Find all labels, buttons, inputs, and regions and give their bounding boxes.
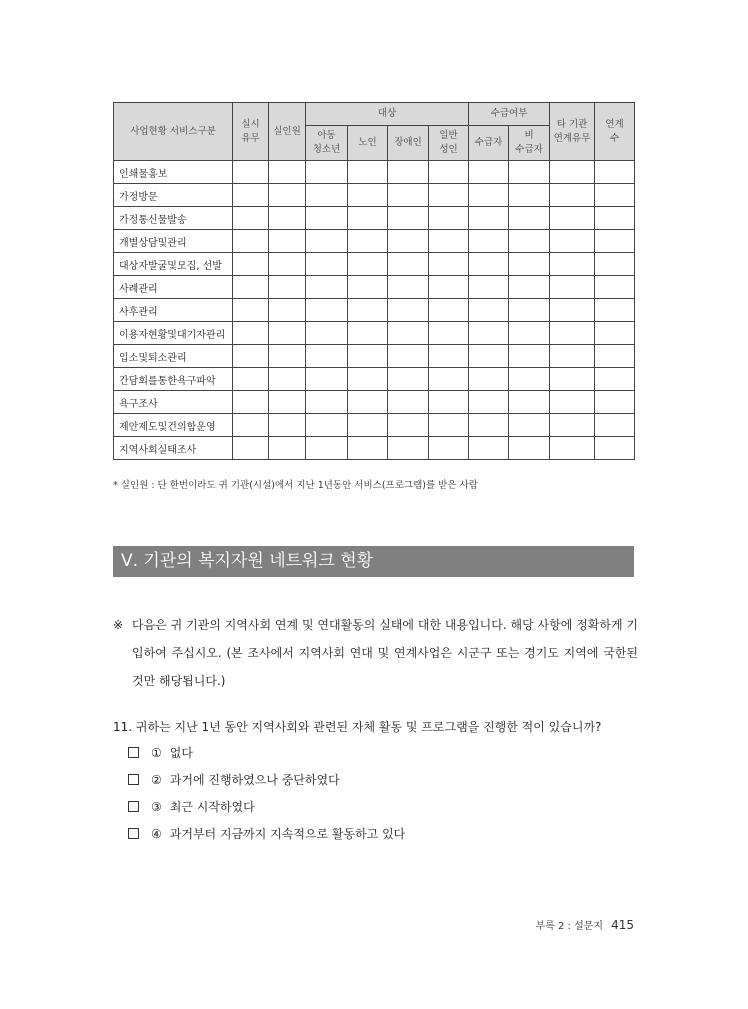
answer-cell[interactable] xyxy=(469,414,509,437)
answer-cell[interactable] xyxy=(306,368,348,391)
answer-cell[interactable] xyxy=(469,345,509,368)
header-other-link: 타 기관 연계유무 xyxy=(550,103,595,161)
answer-cell[interactable] xyxy=(306,414,348,437)
answer-options xyxy=(128,744,405,852)
answer-cell[interactable] xyxy=(595,368,635,391)
answer-cell[interactable] xyxy=(348,322,388,345)
answer-cell[interactable] xyxy=(388,299,429,322)
row-label: 제안제도및건의함운영 xyxy=(114,414,233,437)
header-target-adult: 일반 성인 xyxy=(429,126,469,161)
answer-cell[interactable] xyxy=(509,391,550,414)
table-row xyxy=(114,437,635,460)
answer-cell[interactable] xyxy=(469,391,509,414)
answer-cell[interactable] xyxy=(429,345,469,368)
answer-cell[interactable] xyxy=(233,414,269,437)
table-row xyxy=(114,184,635,207)
answer-cell[interactable] xyxy=(509,253,550,276)
answer-cell[interactable] xyxy=(509,230,550,253)
answer-cell[interactable] xyxy=(348,391,388,414)
row-label: 욕구조사 xyxy=(114,391,233,414)
answer-cell[interactable] xyxy=(388,207,429,230)
option-1[interactable] xyxy=(128,744,405,771)
appendix-label: 부록 2 : 설문지 xyxy=(535,921,604,932)
answer-cell[interactable] xyxy=(469,322,509,345)
answer-cell[interactable] xyxy=(269,368,306,391)
header-target-children: 아동 청소년 xyxy=(306,126,348,161)
row-label: 가정방문 xyxy=(114,184,233,207)
answer-cell[interactable] xyxy=(348,299,388,322)
answer-cell[interactable] xyxy=(595,437,635,460)
answer-cell[interactable] xyxy=(388,368,429,391)
option-3[interactable] xyxy=(128,798,405,825)
header-benefit-yes: 수급자 xyxy=(469,126,509,161)
option-label: 최근 시작하였다 xyxy=(169,800,255,814)
answer-cell[interactable] xyxy=(388,161,429,184)
answer-cell[interactable] xyxy=(306,299,348,322)
row-label: 인쇄물홍보 xyxy=(114,161,233,184)
answer-cell[interactable] xyxy=(269,161,306,184)
table-row xyxy=(114,299,635,322)
answer-cell[interactable] xyxy=(509,414,550,437)
answer-cell[interactable] xyxy=(509,161,550,184)
answer-cell[interactable] xyxy=(509,184,550,207)
answer-cell[interactable] xyxy=(550,414,595,437)
answer-cell[interactable] xyxy=(469,207,509,230)
answer-cell[interactable] xyxy=(233,322,269,345)
table-row xyxy=(114,230,635,253)
answer-cell[interactable] xyxy=(348,161,388,184)
checkbox-icon[interactable] xyxy=(128,828,139,839)
row-label: 지역사회실태조사 xyxy=(114,437,233,460)
row-label: 이용자현황및대기자관리 xyxy=(114,322,233,345)
answer-cell[interactable] xyxy=(550,437,595,460)
answer-cell[interactable] xyxy=(233,230,269,253)
answer-cell[interactable] xyxy=(595,161,635,184)
row-label: 입소및퇴소관리 xyxy=(114,345,233,368)
answer-cell[interactable] xyxy=(269,299,306,322)
answer-cell[interactable] xyxy=(388,391,429,414)
answer-cell[interactable] xyxy=(306,184,348,207)
answer-cell[interactable] xyxy=(269,184,306,207)
answer-cell[interactable] xyxy=(306,391,348,414)
table-body xyxy=(114,161,635,460)
answer-cell[interactable] xyxy=(306,276,348,299)
answer-cell[interactable] xyxy=(348,368,388,391)
answer-cell[interactable] xyxy=(550,299,595,322)
answer-cell[interactable] xyxy=(550,230,595,253)
answer-cell[interactable] xyxy=(595,184,635,207)
answer-cell[interactable] xyxy=(429,230,469,253)
answer-cell[interactable] xyxy=(550,253,595,276)
option-4[interactable] xyxy=(128,825,405,852)
table-row xyxy=(114,322,635,345)
answer-cell[interactable] xyxy=(469,184,509,207)
checkbox-icon[interactable] xyxy=(128,774,139,785)
answer-cell[interactable] xyxy=(306,207,348,230)
answer-cell[interactable] xyxy=(469,253,509,276)
row-label: 개별상담및관리 xyxy=(114,230,233,253)
answer-cell[interactable] xyxy=(429,414,469,437)
answer-cell[interactable] xyxy=(233,161,269,184)
answer-cell[interactable] xyxy=(595,299,635,322)
answer-cell[interactable] xyxy=(429,276,469,299)
answer-cell[interactable] xyxy=(469,276,509,299)
answer-cell[interactable] xyxy=(306,230,348,253)
answer-cell[interactable] xyxy=(550,184,595,207)
answer-cell[interactable] xyxy=(348,184,388,207)
row-label: 간담회를통한욕구파악 xyxy=(114,368,233,391)
answer-cell[interactable] xyxy=(388,322,429,345)
option-number: ④ xyxy=(151,827,162,841)
answer-cell[interactable] xyxy=(469,161,509,184)
answer-cell[interactable] xyxy=(388,437,429,460)
answer-cell[interactable] xyxy=(306,161,348,184)
answer-cell[interactable] xyxy=(388,253,429,276)
row-label: 대상자발굴및모집, 선발 xyxy=(114,253,233,276)
answer-cell[interactable] xyxy=(469,437,509,460)
table-row xyxy=(114,276,635,299)
answer-cell[interactable] xyxy=(269,437,306,460)
answer-cell[interactable] xyxy=(269,414,306,437)
answer-cell[interactable] xyxy=(388,414,429,437)
answer-cell[interactable] xyxy=(429,207,469,230)
answer-cell[interactable] xyxy=(233,391,269,414)
answer-cell[interactable] xyxy=(348,230,388,253)
answer-cell[interactable] xyxy=(233,184,269,207)
header-conducted: 실시 유무 xyxy=(233,103,269,161)
notice-text: 다음은 귀 기관의 지역사회 연계 및 연대활동의 실태에 대한 내용입니다. 해당 사항에 정확하게 기입하여 주십시오. (본 조사에서 지역사회 연대 및 연계사업은 시군구 또는 경기도 지역에 국한된 것만 해당됩니다.) xyxy=(132,618,638,688)
answer-cell[interactable] xyxy=(306,253,348,276)
answer-cell[interactable] xyxy=(429,161,469,184)
answer-cell[interactable] xyxy=(233,299,269,322)
checkbox-icon[interactable] xyxy=(128,747,139,758)
answer-cell[interactable] xyxy=(269,253,306,276)
answer-cell[interactable] xyxy=(233,207,269,230)
answer-cell[interactable] xyxy=(550,161,595,184)
header-benefit: 수급여부 xyxy=(469,103,550,126)
table-row xyxy=(114,391,635,414)
answer-cell[interactable] xyxy=(469,299,509,322)
answer-cell[interactable] xyxy=(509,299,550,322)
answer-cell[interactable] xyxy=(595,322,635,345)
answer-cell[interactable] xyxy=(348,437,388,460)
answer-cell[interactable] xyxy=(429,253,469,276)
answer-cell[interactable] xyxy=(469,230,509,253)
answer-cell[interactable] xyxy=(429,368,469,391)
answer-cell[interactable] xyxy=(348,414,388,437)
answer-cell[interactable] xyxy=(509,207,550,230)
header-persons: 실인원 xyxy=(269,103,306,161)
header-target: 대상 xyxy=(306,103,469,126)
service-status-table xyxy=(113,102,635,460)
option-label: 과거에 진행하였으나 중단하였다 xyxy=(169,773,340,787)
answer-cell[interactable] xyxy=(509,322,550,345)
answer-cell[interactable] xyxy=(509,345,550,368)
table-row xyxy=(114,161,635,184)
answer-cell[interactable] xyxy=(269,230,306,253)
answer-cell[interactable] xyxy=(348,207,388,230)
answer-cell[interactable] xyxy=(306,437,348,460)
answer-cell[interactable] xyxy=(595,253,635,276)
header-benefit-no: 비 수급자 xyxy=(509,126,550,161)
answer-cell[interactable] xyxy=(306,322,348,345)
answer-cell[interactable] xyxy=(269,345,306,368)
answer-cell[interactable] xyxy=(550,345,595,368)
answer-cell[interactable] xyxy=(233,253,269,276)
answer-cell[interactable] xyxy=(595,391,635,414)
row-label: 가정통신물발송 xyxy=(114,207,233,230)
answer-cell[interactable] xyxy=(388,230,429,253)
answer-cell[interactable] xyxy=(550,368,595,391)
table-row xyxy=(114,207,635,230)
answer-cell[interactable] xyxy=(509,437,550,460)
header-service-type: 사업현황 서비스구분 xyxy=(114,103,233,161)
answer-cell[interactable] xyxy=(595,207,635,230)
answer-cell[interactable] xyxy=(469,368,509,391)
answer-cell[interactable] xyxy=(306,345,348,368)
option-2[interactable] xyxy=(128,771,405,798)
section-title: Ⅴ. 기관의 복지자원 네트워크 현황 xyxy=(113,546,634,577)
table-row xyxy=(114,253,635,276)
answer-cell[interactable] xyxy=(388,276,429,299)
answer-cell[interactable] xyxy=(429,299,469,322)
option-number: ① xyxy=(151,746,162,760)
answer-cell[interactable] xyxy=(233,276,269,299)
option-label: 없다 xyxy=(169,746,193,760)
page-footer xyxy=(536,917,634,932)
header-target-disabled: 장애인 xyxy=(388,126,429,161)
answer-cell[interactable] xyxy=(233,368,269,391)
row-label: 사례관리 xyxy=(114,276,233,299)
answer-cell[interactable] xyxy=(509,368,550,391)
answer-cell[interactable] xyxy=(269,207,306,230)
table-row xyxy=(114,414,635,437)
page-number: 415 xyxy=(611,918,634,932)
table-footnote: * 실인원 : 단 한번이라도 귀 기관(시설)에서 지난 1년동안 서비스(프로그램)를 받은 사람 xyxy=(113,480,478,491)
answer-cell[interactable] xyxy=(595,276,635,299)
question-11: 11. 귀하는 지난 1년 동안 지역사회와 관련된 자체 활동 및 프로그램을 진행한 적이 있습니까? xyxy=(113,720,602,734)
answer-cell[interactable] xyxy=(550,207,595,230)
answer-cell[interactable] xyxy=(348,276,388,299)
answer-cell[interactable] xyxy=(348,253,388,276)
answer-cell[interactable] xyxy=(429,437,469,460)
answer-cell[interactable] xyxy=(388,345,429,368)
option-number: ② xyxy=(151,773,162,787)
header-link-count: 연계 수 xyxy=(595,103,635,161)
answer-cell[interactable] xyxy=(429,322,469,345)
row-label: 사후관리 xyxy=(114,299,233,322)
answer-cell[interactable] xyxy=(550,391,595,414)
reference-mark: ※ xyxy=(113,618,124,632)
answer-cell[interactable] xyxy=(429,391,469,414)
survey-notice xyxy=(113,611,638,695)
answer-cell[interactable] xyxy=(595,414,635,437)
answer-cell[interactable] xyxy=(550,322,595,345)
option-label: 과거부터 지금까지 지속적으로 활동하고 있다 xyxy=(169,827,406,841)
answer-cell[interactable] xyxy=(595,345,635,368)
checkbox-icon[interactable] xyxy=(128,801,139,812)
answer-cell[interactable] xyxy=(269,391,306,414)
answer-cell[interactable] xyxy=(509,276,550,299)
answer-cell[interactable] xyxy=(233,345,269,368)
answer-cell[interactable] xyxy=(269,322,306,345)
answer-cell[interactable] xyxy=(233,437,269,460)
answer-cell[interactable] xyxy=(269,276,306,299)
table-row xyxy=(114,345,635,368)
table-row xyxy=(114,368,635,391)
header-target-elderly: 노인 xyxy=(348,126,388,161)
answer-cell[interactable] xyxy=(595,230,635,253)
option-number: ③ xyxy=(151,800,162,814)
answer-cell[interactable] xyxy=(429,184,469,207)
answer-cell[interactable] xyxy=(550,276,595,299)
answer-cell[interactable] xyxy=(348,345,388,368)
answer-cell[interactable] xyxy=(388,184,429,207)
